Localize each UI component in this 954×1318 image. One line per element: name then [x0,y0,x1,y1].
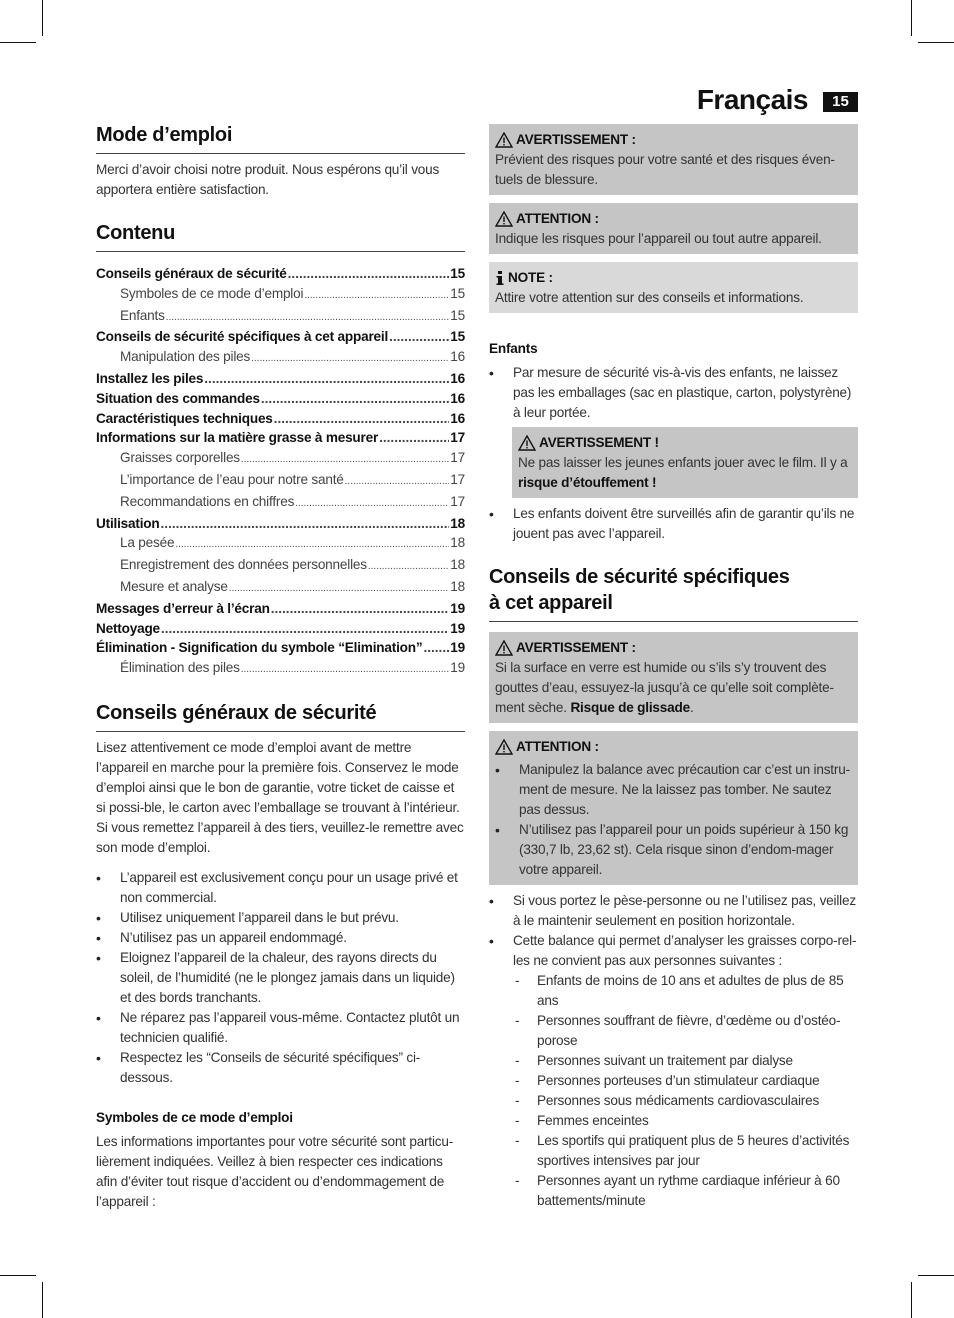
toc-page-number: 15 [450,266,465,281]
toc-leader [166,308,450,328]
toc-leader [389,327,449,347]
box-text: Si la surface en verre est humide ou s’ils s’y trouvent des gouttes d’eau, essuyez-la jusqu’à ce qu’elle soit complète-ment sèche. [495,660,834,715]
specific-attention-box [489,731,858,885]
list-item: • L’appareil est exclusivement conçu pour un usage privé et non commercial. [96,868,465,908]
toc-entry [96,619,465,639]
toc-entry [96,284,465,306]
crop-mark [918,1275,954,1276]
toc-leader [295,494,449,514]
toc-leader [161,514,450,534]
toc-label: Élimination des piles [120,660,240,676]
box-text: Prévient des risques pour votre santé et des risques éven-tuels de blessure. [495,152,835,187]
section-title-mode-emploi: Mode d’emploi [96,122,465,154]
box-text: Attire votre attention sur des conseils et informations. [495,290,804,305]
toc-label: Informations sur la matière grasse à mesurer [96,430,379,446]
toc-leader [271,599,450,619]
toc-entry [96,638,465,658]
list-item: • Ne réparez pas l’appareil vous-même. Contactez plutôt un technicien qualifié. [96,1008,465,1048]
intro-paragraph: Merci d’avoir choisi notre produit. Nous espérons qu’il vous apportera entière satisfaction. [96,162,440,197]
list-item: • N’utilisez pas l’appareil pour un poids supérieur à 150 kg (330,7 lb, 23,62 st). Cela risque sinon d’endom-mager votre appareil. [495,820,852,880]
list-item: • Eloignez l’appareil de la chaleur, des rayons directs du soleil, de l’humidité (ne le plongez jamais dans un liquide) et des bords tranchants. [96,948,465,1008]
toc-page-number: 19 [450,620,465,636]
toc-page-number: 18 [450,515,465,531]
toc-label: Situation des commandes [96,390,260,406]
toc-leader [345,472,450,492]
toc-leader [241,660,450,680]
dash-item: - Femmes enceintes [513,1111,858,1131]
warning-triangle-icon [495,132,513,148]
toc-label: Enregistrement des données personnelles [120,557,367,573]
dash-item: - Les sportifs qui pratiquent plus de 5 heures d’activités sportives intensives par jour [513,1131,858,1171]
dash-item: - Personnes ayant un rythme cardiaque inférieur à 60 battements/minute [513,1171,858,1211]
symbol-box-avertissement [489,124,858,195]
toc-page-number: 18 [450,535,465,551]
language-title: Français [696,84,808,115]
list-item-text: Cette balance qui permet d’analyser les graisses corpo-rel-les ne convient pas aux personnes suivantes : [513,933,857,968]
conseils-bullet-list [96,868,465,1088]
toc-entry [96,428,465,448]
toc-leader [161,619,449,639]
enfants-warning-box [512,427,858,498]
toc-leader [261,389,449,409]
toc-entry [96,327,465,347]
dash-item: - Enfants de moins de 10 ans et adultes de plus de 85 ans [513,971,858,1011]
title-line: à cet appareil [489,592,613,614]
toc-page-number: 15 [450,329,465,345]
crop-mark [42,0,43,36]
toc-entry [96,448,465,470]
toc-entry [96,514,465,534]
toc-page-number: 17 [450,471,465,487]
warning-triangle-icon [518,435,536,451]
list-item: • Manipulez la balance avec précaution car c’est un instru-ment de mesure. Ne la laissez pas tomber. Ne sautez pas dessus. [495,760,852,820]
toc-label: Utilisation [96,515,160,531]
table-of-contents [96,264,465,680]
toc-label: Recommandations en chiffres [120,493,295,509]
symboles-paragraph: Les informations importantes pour votre sécurité sont particu-lièrement indiquées. Veillez à bien respecter ces indications afin d’éviter tout risque d’accident ou d’endommagement de l’appareil : [96,1133,454,1209]
toc-page-number: 17 [450,493,465,509]
toc-entry [96,470,465,492]
enfants-list [489,363,858,423]
toc-entry [96,599,465,619]
toc-page-number: 15 [450,285,465,301]
toc-entry [96,555,465,577]
box-label: AVERTISSEMENT : [516,640,636,655]
attention-list [495,760,852,880]
toc-entry [96,389,465,409]
info-icon [495,270,505,286]
toc-leader [368,557,449,577]
box-emphasis: risque d’étouffement ! [518,475,657,490]
warning-triangle-icon [495,739,513,755]
toc-entry [96,492,465,514]
specific-bullet-list [489,891,858,1211]
toc-label: Manipulation des piles [120,349,251,365]
box-text: Ne pas laisser les jeunes enfants jouer avec le film. Il y a [518,455,848,470]
box-emphasis: Risque de glissade [570,700,690,715]
box-text-end: . [689,700,694,715]
toc-label: Graisses corporelles [120,450,240,466]
subheading-symboles: Symboles de ce mode d’emploi [96,1109,293,1125]
box-label: ATTENTION : [516,211,599,226]
symbol-box-attention [489,203,858,254]
toc-label: Élimination - Signification du symbole “Elimination” [96,640,423,656]
toc-page-number: 19 [450,660,465,676]
toc-entry [96,533,465,555]
box-label: AVERTISSEMENT ! [539,435,659,450]
box-label: ATTENTION : [516,739,599,754]
list-item: • Par mesure de sécurité vis-à-vis des enfants, ne laissez pas les emballages (sac en plastique, carton, polystyrène) à leur portée. [489,363,858,423]
crop-mark [42,1282,43,1318]
dash-item: - Personnes sous médicaments cardiovasculaires [513,1091,858,1111]
toc-label: La pesée [120,535,175,551]
toc-leader [175,535,449,555]
toc-page-number: 17 [450,450,465,466]
right-column [489,124,858,1211]
toc-leader [204,369,449,389]
toc-label: Installez les piles [96,370,204,386]
list-item: • N’utilisez pas un appareil endommagé. [96,928,465,948]
section-title-contenu: Contenu [96,220,465,252]
box-label: NOTE : [508,270,553,285]
toc-entry [96,409,465,429]
crop-mark [0,1275,36,1276]
toc-label: L’importance de l’eau pour notre santé [120,471,344,487]
toc-label: Conseils généraux de sécurité [96,266,287,281]
title-line: Conseils de sécurité spécifiques [489,566,790,588]
section-title-conseils-specifiques [489,564,858,622]
toc-leader [251,349,449,369]
toc-leader [241,450,449,470]
subheading-enfants: Enfants [489,341,538,356]
specific-warning-box [489,632,858,723]
toc-page-number: 16 [450,410,465,426]
toc-leader [274,409,450,429]
toc-label: Mesure et analyse [120,578,228,594]
toc-leader [423,638,449,658]
toc-page-number: 19 [450,640,465,656]
toc-page-number: 17 [450,430,465,446]
list-item: • Respectez les “Conseils de sécurité spécifiques” ci-dessous. [96,1048,465,1088]
toc-entry [96,347,465,369]
toc-entry [96,577,465,599]
warning-triangle-icon [495,640,513,656]
toc-entry [96,658,465,680]
toc-leader [288,264,450,284]
toc-entry [96,369,465,389]
left-column [96,122,465,1212]
toc-page-number: 16 [450,349,465,365]
toc-page-number: 18 [450,557,465,573]
toc-leader [304,286,449,306]
dash-item: - Personnes porteuses d’un stimulateur cardiaque [513,1071,858,1091]
conseils-intro: Lisez attentivement ce mode d’emploi avant de mettre l’appareil en marche pour la première fois. Conservez le mode d’emploi ainsi que le bon de garantie, votre ticket de caisse et si possi-ble, le carton avec l’emballage se trouvant à l’intérieur. Si vous remettez l’appareil à des tiers, veuillez-le remettre avec son mode d’emploi. [96,739,464,855]
toc-label: Caractéristiques techniques [96,410,273,426]
crop-mark [0,42,36,43]
toc-label: Conseils de sécurité spécifiques à cet appareil [96,329,389,345]
box-label: AVERTISSEMENT : [516,132,636,147]
toc-label: Symboles de ce mode d’emploi [120,285,304,301]
toc-label: Messages d’erreur à l’écran [96,600,270,616]
contraindication-list [489,971,858,1211]
warning-triangle-icon [495,211,513,227]
toc-label: Enfants [120,307,165,323]
dash-item: - Personnes suivant un traitement par dialyse [513,1051,858,1071]
page-number-badge: 15 [823,92,858,112]
toc-page-number: 19 [450,600,465,616]
crop-mark [911,1282,912,1318]
list-item: • Les enfants doivent être surveillés afin de garantir qu’ils ne jouent pas avec l’appareil. [489,504,858,544]
list-item: • Si vous portez le pèse-personne ou ne l’utilisez pas, veillez à le maintenir seulement en position horizontale. [489,891,858,931]
toc-page-number: 18 [450,578,465,594]
toc-entry [96,264,465,284]
toc-leader [229,579,450,599]
list-item: • Utilisez uniquement l’appareil dans le but prévu. [96,908,465,928]
section-title-conseils-generaux: Conseils généraux de sécurité [96,700,465,732]
toc-label: Nettoyage [96,620,160,636]
toc-entry [96,306,465,328]
dash-item: - Personnes souffrant de fièvre, d’œdème ou d’ostéo-porose [513,1011,858,1051]
crop-mark [911,0,912,36]
toc-page-number: 16 [450,370,465,386]
box-text: Indique les risques pour l’appareil ou tout autre appareil. [495,231,822,246]
list-item [489,931,858,1211]
toc-page-number: 16 [450,390,465,406]
toc-leader [379,428,449,448]
toc-page-number: 15 [450,307,465,323]
crop-mark [918,42,954,43]
symbol-box-note [489,262,858,313]
enfants-list-2 [489,504,858,544]
